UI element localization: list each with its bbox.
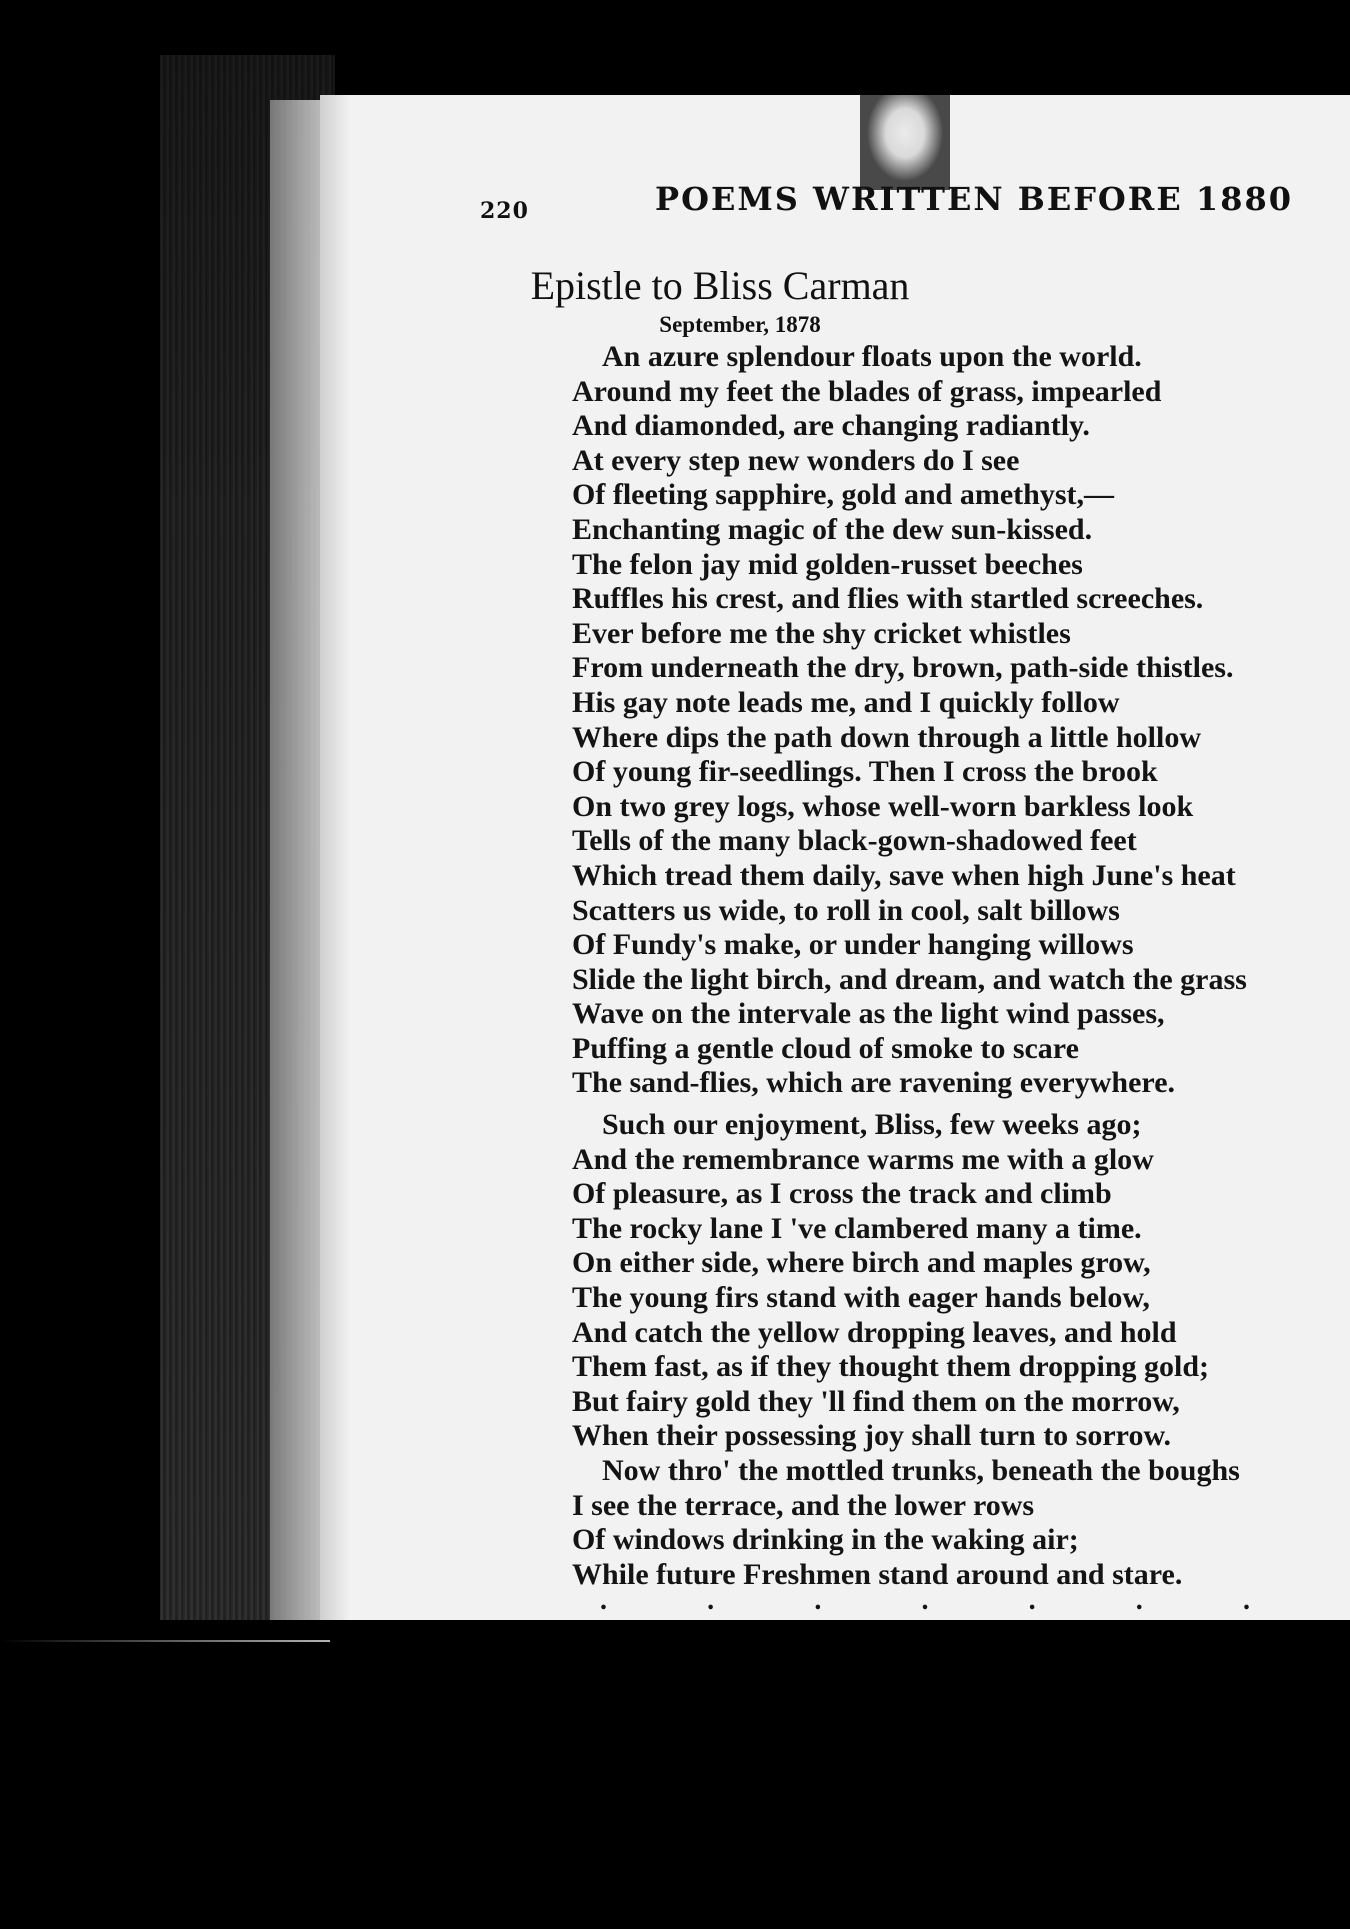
poem-line: When their possessing joy shall turn to sorrow. bbox=[572, 1419, 1171, 1453]
poem-line: Enchanting magic of the dew sun-kissed. bbox=[572, 512, 1093, 546]
poem-line: Ever before me the shy cricket whistles bbox=[572, 616, 1071, 650]
ellipsis-row bbox=[600, 1585, 1250, 1617]
poem-title: Epistle to Bliss Carman bbox=[530, 263, 910, 308]
poem-line: Wave on the intervale as the light wind passes, bbox=[572, 997, 1165, 1031]
poem-line: At every step new wonders do I see bbox=[572, 443, 1020, 477]
poem-line: Such our enjoyment, Bliss, few weeks ago; bbox=[602, 1108, 1142, 1141]
poem-line: Around my feet the blades of grass, impearled bbox=[572, 374, 1162, 408]
scan-artifact-line bbox=[0, 1640, 330, 1642]
poem-line: The felon jay mid golden-russet beeches bbox=[572, 547, 1083, 581]
poem-line: His gay note leads me, and I quickly follow bbox=[572, 685, 1120, 719]
running-title: POEMS WRITTEN BEFORE 1880 bbox=[655, 180, 1293, 218]
stanza-2 bbox=[572, 1108, 1240, 1592]
poem-line: Tells of the many black-gown-shadowed feet bbox=[572, 824, 1137, 858]
poem-line: Scatters us wide, to roll in cool, salt billows bbox=[572, 893, 1120, 927]
poem-line: Of fleeting sapphire, gold and amethyst,— bbox=[572, 478, 1114, 512]
poem-line: Of windows drinking in the waking air; bbox=[572, 1523, 1079, 1557]
poem-line: Ruffles his crest, and flies with startled screeches. bbox=[572, 582, 1204, 616]
poem-line: And the remembrance warms me with a glow bbox=[572, 1142, 1154, 1176]
poem-line: Where dips the path down through a little hollow bbox=[572, 720, 1201, 754]
ellipsis-dot: . bbox=[921, 1585, 929, 1616]
poem-line: The young firs stand with eager hands below, bbox=[572, 1280, 1150, 1314]
poem-line: Slide the light birch, and dream, and watch the grass bbox=[572, 962, 1247, 996]
book-page-edge-highlight bbox=[270, 100, 325, 1620]
poem-line: The sand-flies, which are ravening everywhere. bbox=[572, 1066, 1176, 1100]
poem-line: Now thro' the mottled trunks, beneath the boughs bbox=[602, 1453, 1240, 1487]
poem-line: Of pleasure, as I cross the track and climb bbox=[572, 1177, 1112, 1211]
poem-date: September, 1878 bbox=[659, 312, 821, 337]
ellipsis-dot: . bbox=[1028, 1585, 1036, 1616]
poem-line: The rocky lane I 've clambered many a time. bbox=[572, 1211, 1142, 1245]
poem-line: An azure splendour floats upon the world. bbox=[602, 340, 1142, 373]
binding-notch bbox=[860, 95, 950, 190]
poem-line: Of Fundy's make, or under hanging willows bbox=[572, 928, 1134, 962]
poem-line: I see the terrace, and the lower rows bbox=[572, 1488, 1035, 1522]
ellipsis-dot: . bbox=[814, 1585, 822, 1616]
poem-line: Of young fir-seedlings. Then I cross the brook bbox=[572, 755, 1158, 789]
poem-line: Which tread them daily, save when high June's heat bbox=[572, 858, 1236, 892]
page-number: 220 bbox=[480, 198, 529, 224]
poem-line: While future Freshmen stand around and stare. bbox=[572, 1557, 1183, 1591]
poem-line: And catch the yellow dropping leaves, and hold bbox=[572, 1315, 1177, 1349]
poem-line: On either side, where birch and maples grow, bbox=[572, 1246, 1151, 1280]
poem-line: From underneath the dry, brown, path-side thistles. bbox=[572, 651, 1234, 685]
ellipsis-dot: . bbox=[600, 1585, 607, 1616]
ellipsis-dot: . bbox=[1135, 1585, 1143, 1616]
poem-line: Puffing a gentle cloud of smoke to scare bbox=[572, 1031, 1079, 1065]
poem-line: Them fast, as if they thought them dropping gold; bbox=[572, 1350, 1210, 1384]
stanza-1 bbox=[572, 340, 1247, 1101]
poem-line: And diamonded, are changing radiantly. bbox=[572, 409, 1090, 443]
ellipsis-dot: . bbox=[707, 1585, 715, 1616]
poem-line: On two grey logs, whose well-worn barkless look bbox=[572, 789, 1194, 823]
ellipsis-dot: . bbox=[1242, 1585, 1250, 1616]
poem-line: But fairy gold they 'll find them on the morrow, bbox=[572, 1384, 1180, 1418]
scan-background bbox=[0, 1620, 1350, 1929]
